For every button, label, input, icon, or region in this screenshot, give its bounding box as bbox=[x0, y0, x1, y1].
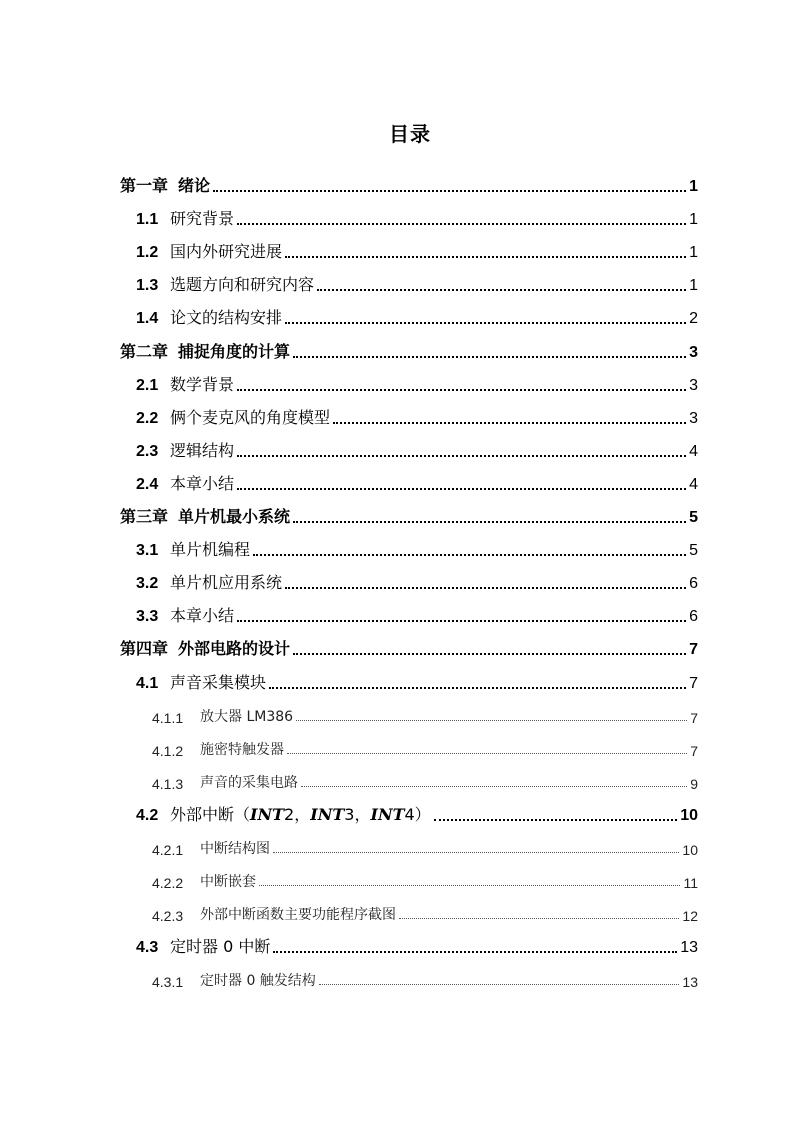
toc-entry-label: 单片机编程 bbox=[170, 540, 251, 560]
toc-entry-page: 7 bbox=[689, 674, 698, 692]
toc-entry[interactable] bbox=[152, 729, 698, 759]
toc-entry[interactable] bbox=[136, 431, 698, 461]
toc-entry-number: 4.1 bbox=[136, 674, 159, 692]
toc-entry-number: 3.2 bbox=[136, 575, 159, 593]
toc-leader-dots bbox=[237, 472, 686, 490]
toc-entry-page: 3 bbox=[689, 343, 698, 361]
toc-entry-number: 第四章 bbox=[120, 641, 169, 659]
toc-leader-dots bbox=[317, 273, 686, 291]
toc-entry-number: 3.3 bbox=[136, 608, 159, 626]
toc-entry-label: 绪论 bbox=[178, 178, 211, 195]
toc-entry[interactable] bbox=[136, 596, 698, 626]
toc-entry[interactable] bbox=[152, 861, 698, 891]
toc-entry-number: 4.3 bbox=[136, 939, 159, 957]
toc-entry[interactable] bbox=[152, 960, 698, 990]
toc-entry-number: 2.1 bbox=[136, 376, 159, 394]
toc-leader-dots bbox=[293, 340, 686, 358]
toc-leader-dots bbox=[269, 671, 686, 689]
toc-entry[interactable] bbox=[136, 298, 698, 328]
toc-entry-number: 4.2.3 bbox=[152, 908, 184, 925]
toc-entry-page: 12 bbox=[682, 908, 698, 925]
toc-entry-number: 4.1.3 bbox=[152, 775, 184, 792]
toc-entry-number: 4.2.1 bbox=[152, 842, 184, 858]
toc-entry-page: 1 bbox=[689, 244, 698, 262]
toc-entry-label: 施密特触发器 bbox=[200, 741, 284, 758]
toc-entry[interactable] bbox=[136, 398, 698, 428]
toc-leader-dots bbox=[287, 739, 687, 754]
toc-entry-number: 4.2.2 bbox=[152, 875, 184, 892]
toc-entry-label: 本章小结 bbox=[170, 473, 235, 493]
toc-entry-page: 1 bbox=[689, 178, 698, 195]
toc-entry-number: 4.1.1 bbox=[152, 709, 184, 726]
toc-entry[interactable] bbox=[136, 795, 698, 825]
toc-entry[interactable] bbox=[120, 166, 698, 196]
toc-entry-number: 第三章 bbox=[120, 509, 169, 526]
toc-leader-dots bbox=[273, 935, 677, 953]
toc-entry[interactable] bbox=[152, 894, 698, 924]
toc-entry-page: 4 bbox=[689, 475, 698, 493]
toc-entry-number: 4.3.1 bbox=[152, 974, 184, 991]
toc-leader-dots bbox=[296, 706, 687, 721]
toc-leader-dots bbox=[293, 637, 686, 655]
toc-entry[interactable] bbox=[120, 497, 698, 527]
toc-leader-dots bbox=[399, 904, 679, 919]
toc-entry-page: 6 bbox=[689, 575, 698, 593]
toc-entry-number: 1.2 bbox=[136, 244, 159, 262]
toc-entry-label: 逻辑结构 bbox=[170, 440, 235, 460]
toc-entry-label: 声音的采集电路 bbox=[200, 774, 298, 791]
toc-leader-dots bbox=[434, 803, 678, 821]
toc-leader-dots bbox=[253, 538, 686, 556]
toc-entry[interactable] bbox=[120, 629, 698, 659]
toc-leader-dots bbox=[301, 772, 687, 787]
toc-entry-page: 7 bbox=[690, 742, 698, 759]
toc-entry-label: 声音采集模块 bbox=[170, 672, 267, 692]
toc-entry[interactable] bbox=[136, 232, 698, 262]
toc-entry-label: 论文的结构安排 bbox=[170, 308, 283, 328]
toc-entry-page: 13 bbox=[680, 939, 698, 957]
toc-entry-page: 7 bbox=[690, 709, 698, 726]
toc-entry[interactable] bbox=[136, 927, 698, 957]
toc-entry-page: 5 bbox=[689, 542, 698, 560]
toc-entry-label: 捕捉角度的计算 bbox=[178, 343, 291, 361]
toc-entry-number: 1.1 bbox=[136, 211, 159, 229]
toc-entry-label: 外部中断函数主要功能程序截图 bbox=[200, 907, 396, 924]
toc-leader-dots bbox=[285, 240, 686, 258]
toc-leader-dots bbox=[213, 174, 686, 192]
toc-entry-page: 2 bbox=[689, 310, 698, 328]
toc-entry-label: 国内外研究进展 bbox=[170, 242, 283, 262]
toc-entry-page: 1 bbox=[689, 277, 698, 295]
toc-entry-label: 单片机最小系统 bbox=[178, 509, 291, 526]
toc-leader-dots bbox=[285, 306, 686, 324]
toc-entry-label: 研究背景 bbox=[170, 209, 235, 229]
toc-leader-dots bbox=[285, 571, 686, 589]
toc-entry-label: 定时器 0 触发结构 bbox=[200, 973, 316, 990]
toc-leader-dots bbox=[319, 970, 680, 985]
toc-leader-dots bbox=[237, 373, 686, 391]
toc-entry[interactable] bbox=[136, 199, 698, 229]
toc-leader-dots bbox=[237, 604, 686, 622]
toc-entry-label: 中断结构图 bbox=[200, 841, 270, 857]
toc-entry-label: 本章小结 bbox=[170, 606, 235, 626]
toc-entry[interactable] bbox=[136, 563, 698, 593]
toc-entry-label: 放大器 LM386 bbox=[200, 708, 294, 725]
toc-entry[interactable] bbox=[136, 464, 698, 494]
toc-entry-number: 第二章 bbox=[120, 343, 169, 361]
toc-entry[interactable] bbox=[136, 663, 698, 693]
toc-entry-label: 中断嵌套 bbox=[200, 874, 256, 891]
toc-entry[interactable] bbox=[152, 696, 698, 726]
toc-entry-number: 2.3 bbox=[136, 442, 159, 460]
toc-entry-page: 7 bbox=[689, 641, 698, 659]
toc-entry-number: 第一章 bbox=[120, 178, 169, 195]
toc-entry-page: 1 bbox=[689, 211, 698, 229]
toc-entry-number: 3.1 bbox=[136, 542, 159, 560]
toc-entry-page: 11 bbox=[683, 875, 698, 892]
toc-leader-dots bbox=[237, 207, 686, 225]
toc-entry[interactable] bbox=[152, 762, 698, 792]
toc-entry-page: 13 bbox=[682, 974, 698, 991]
toc-entry-page: 4 bbox=[689, 442, 698, 460]
toc-entry-number: 1.3 bbox=[136, 277, 159, 295]
toc-entry-number: 4.2 bbox=[136, 806, 159, 824]
toc-entry[interactable] bbox=[152, 828, 698, 858]
toc-leader-dots bbox=[259, 871, 680, 886]
toc-entry-page: 9 bbox=[690, 775, 698, 792]
toc-entry-page: 10 bbox=[682, 842, 698, 858]
toc-entry-number: 1.4 bbox=[136, 310, 159, 328]
toc-entry-label: 单片机应用系统 bbox=[170, 573, 283, 593]
toc-entry-page: 5 bbox=[689, 509, 698, 526]
toc-entry[interactable] bbox=[136, 365, 698, 395]
toc-entry-label: 定时器 0 中断 bbox=[170, 937, 271, 957]
toc-entry[interactable] bbox=[136, 530, 698, 560]
toc-entry-label: 数学背景 bbox=[170, 374, 235, 394]
toc-entry[interactable] bbox=[120, 332, 698, 362]
toc-leader-dots bbox=[273, 838, 679, 853]
toc-entry-label: 外部电路的设计 bbox=[178, 641, 291, 659]
toc-entry[interactable] bbox=[136, 265, 698, 295]
toc-leader-dots bbox=[293, 505, 686, 523]
toc-entry-number: 2.2 bbox=[136, 409, 159, 427]
toc-entry-number: 2.4 bbox=[136, 475, 159, 493]
toc-leader-dots bbox=[237, 439, 686, 457]
toc-entry-page: 3 bbox=[689, 409, 698, 427]
toc-entry-page: 3 bbox=[689, 376, 698, 394]
toc-entry-label: 俩个麦克风的角度模型 bbox=[170, 407, 331, 427]
toc-entry-page: 10 bbox=[680, 806, 698, 824]
toc-entry-number: 4.1.2 bbox=[152, 742, 184, 759]
toc-leader-dots bbox=[333, 406, 686, 424]
toc-title: 目录 bbox=[389, 122, 431, 146]
toc-entry-page: 6 bbox=[689, 608, 698, 626]
toc-entry-label: 选题方向和研究内容 bbox=[170, 275, 315, 295]
toc-entry-label: 外部中断（INT2，INT3，INT4） bbox=[170, 804, 431, 824]
